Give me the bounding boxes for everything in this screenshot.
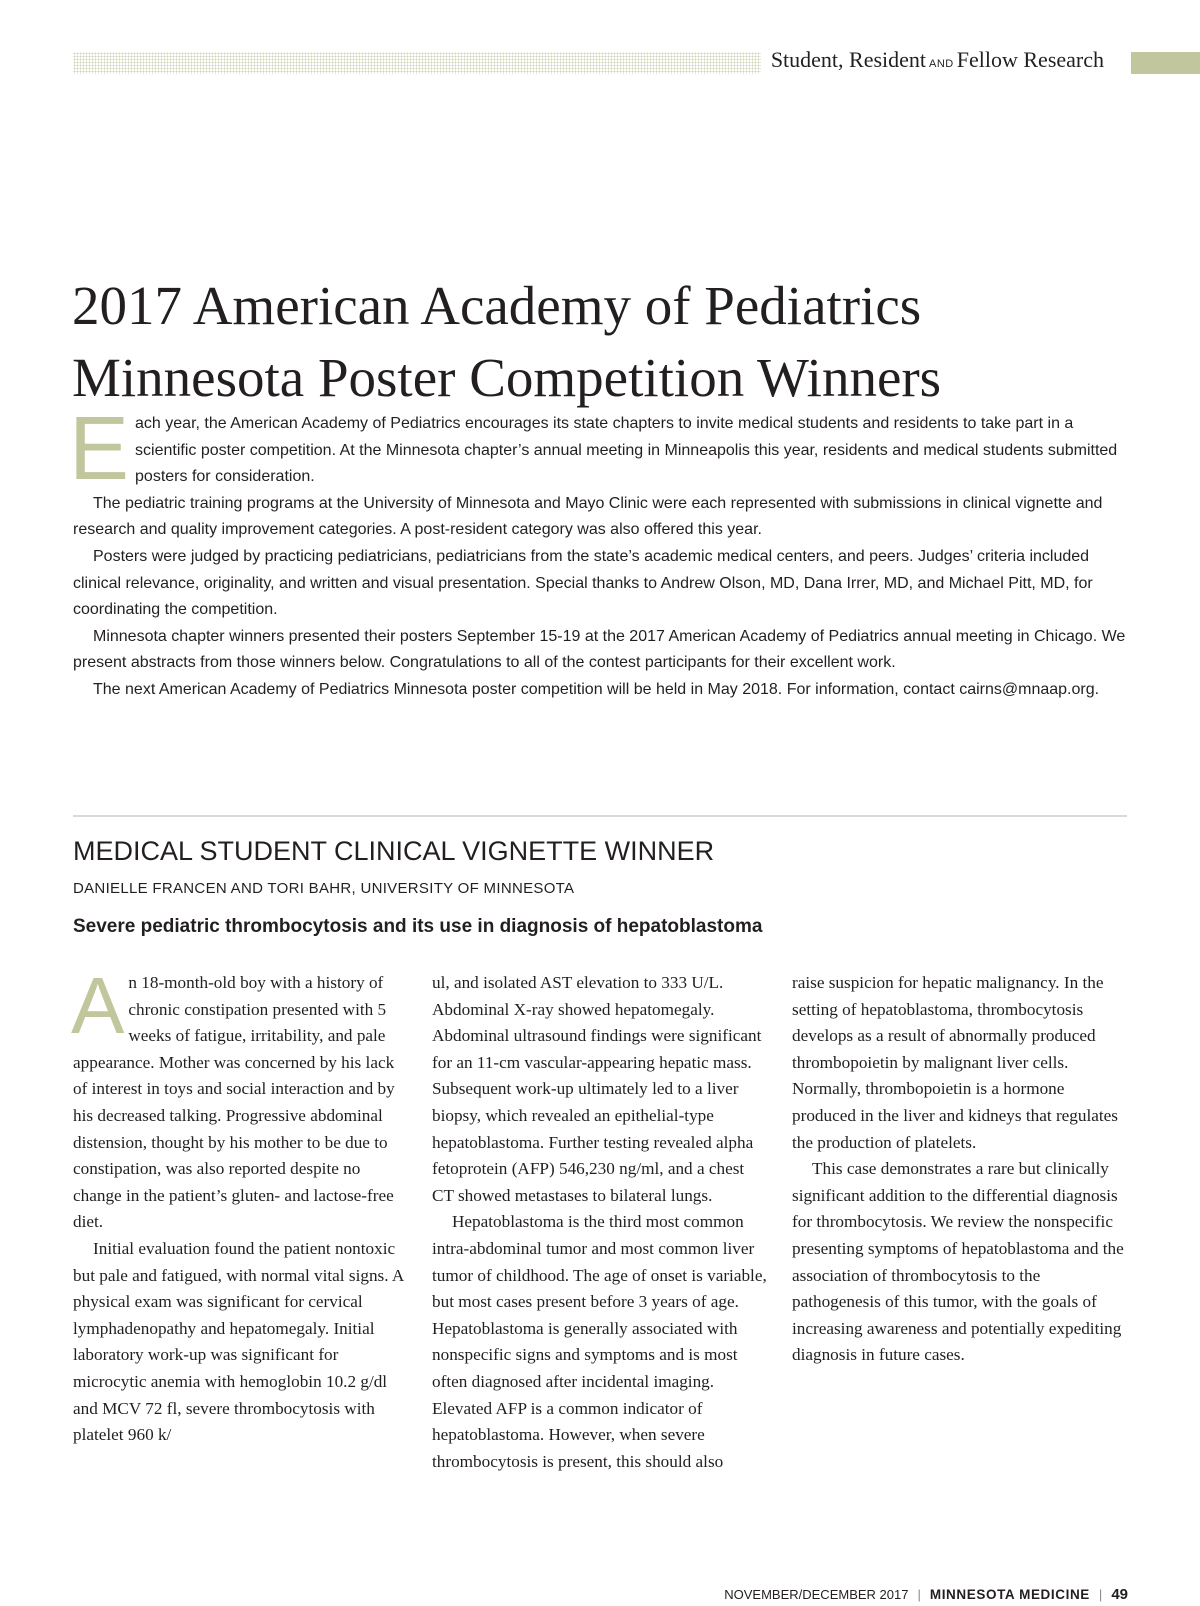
section-header-part-b: Fellow Research <box>956 47 1104 72</box>
intro-paragraph-1 <box>69 399 1131 499</box>
intro-paragraph-1-text: ach year, the American Academy of Pediatrics encourages its state chapters to invite medical students and residents to take part in a scientific poster competition. At the Minnesota chapter’s annual meeting in Minneapolis this year, residents and medical students submitted posters for consideration. <box>135 415 1118 486</box>
body-paragraph-6: This case demonstrates a rare but clinically significant addition to the differential diagnosis for thrombocytosis. We review the nonspecific presenting symptoms of hepatoblastoma and the association of thrombocytosis to the pathogenesis of this tumor, with the goals of increasing awareness and potentially expediting diagnosis in future cases. <box>792 1159 1124 1365</box>
article-title-line-1: 2017 American Academy of Pediatrics <box>72 275 922 336</box>
footer-separator-2: | <box>1098 1587 1103 1602</box>
section-divider <box>73 815 1127 817</box>
winner-authors: DANIELLE FRANCEN AND TORI BAHR, UNIVERSITY OF MINNESOTA <box>73 880 575 897</box>
body-paragraph-2: Initial evaluation found the patient nontoxic but pale and fatigued, with normal vital signs. A physical exam was significant for cervical lymphadenopathy and hepatomegaly. Initial laboratory work-up was significant for microcytic anemia with hemoglobin 10.2 g/dl and MCV 72 fl, severe thrombocytosis with platelet 960 k/ <box>73 1238 404 1445</box>
section-header <box>771 47 1104 73</box>
body-paragraph-3: ul, and isolated AST elevation to 333 U/L. Abdominal X-ray showed hepatomegaly. Abdominal ultrasound findings were significant for an 11-cm vascular-appearing hepatic mass. Subsequent work-up ultimately led to a liver biopsy, which revealed an epithelial-type hepatoblastoma. Further testing revealed alpha fetoprotein (AFP) 546,230 ng/ml, and a chest CT showed metastases to bilateral lungs. <box>432 973 762 1205</box>
article-title-line-2: Minnesota Poster Competition Winners <box>72 347 942 408</box>
body-paragraph-1-text: n 18-month-old boy with a history of chronic constipation presented with 5 weeks of fatigue, irritability, and pale appearance. Mother was concerned by his lack of interest in toys and social interaction and by his decreased talking. Progressive abdominal distension, thought by his mother to be due to constipation, was also reported despite no change in the patient’s gluten- and lactose-free diet. <box>73 973 395 1232</box>
intro-drop-cap: E <box>69 399 130 499</box>
header-dot-pattern <box>73 52 761 74</box>
body-drop-cap: A <box>71 961 125 1050</box>
body-paragraph-5: raise suspicion for hepatic malignancy. In the setting of hepatoblastoma, thrombocytosis develops as a result of abnormally produced thrombopoietin by malignant liver cells. Normally, thrombopoietin is a hormone produced in the liver and kidneys that regulates the production of platelets. <box>792 973 1118 1152</box>
body-column-3 <box>792 970 1130 1369</box>
section-header-and: AND <box>929 58 954 70</box>
section-header-part-a: Student, Resident <box>770 47 927 72</box>
body-paragraph-4: Hepatoblastoma is the third most common intra-abdominal tumor and most common liver tumor of childhood. The age of onset is variable, but most cases present before 3 years of age. Hepatoblastoma is generally associated with nonspecific signs and symptoms and is most often diagnosed after incidental imaging. Elevated AFP is a common indicator of hepatoblastoma. However, when severe thrombocytosis is present, this should also <box>432 1212 767 1471</box>
body-paragraph-1 <box>71 961 411 1236</box>
body-column-2 <box>432 970 770 1475</box>
header-accent-bar <box>1131 52 1200 74</box>
footer-issue-date: NOVEMBER/DECEMBER 2017 <box>724 1587 909 1602</box>
intro-paragraph-5: The next American Academy of Pediatrics Minnesota poster competition will be held in May 2018. For information, contact cairns@mnaap.org. <box>93 680 1100 698</box>
footer-page-number: 49 <box>1111 1586 1128 1603</box>
footer-separator-1: | <box>917 1587 921 1602</box>
intro-paragraph-4: Minnesota chapter winners presented their posters September 15-19 at the 2017 American Academy of Pediatrics annual meeting in Chicago. We present abstracts from those winners below. Congratulations to all of the contest participants for their excellent work. <box>73 627 1126 672</box>
body-column-1 <box>71 961 411 1449</box>
article-title <box>72 270 1132 414</box>
footer-publication-name: MINNESOTA MEDICINE <box>929 1587 1090 1602</box>
intro-text <box>69 399 1131 704</box>
page-footer <box>724 1586 1128 1603</box>
winner-category-heading: MEDICAL STUDENT CLINICAL VIGNETTE WINNER <box>73 836 715 866</box>
intro-paragraph-2: The pediatric training programs at the University of Minnesota and Mayo Clinic were each represented with submissions in clinical vignette and research and quality improvement categories. A post-resident category was also offered this year. <box>73 494 1103 539</box>
abstract-title: Severe pediatric thrombocytosis and its use in diagnosis of hepatoblastoma <box>73 916 763 937</box>
intro-paragraph-3: Posters were judged by practicing pediatricians, pediatricians from the state’s academic medical centers, and peers. Judges’ criteria included clinical relevance, originality, and written and visual presentation. Special thanks to Andrew Olson, MD, Dana Irrer, MD, and Michael Pitt, MD, for coordinating the competition. <box>73 547 1093 619</box>
